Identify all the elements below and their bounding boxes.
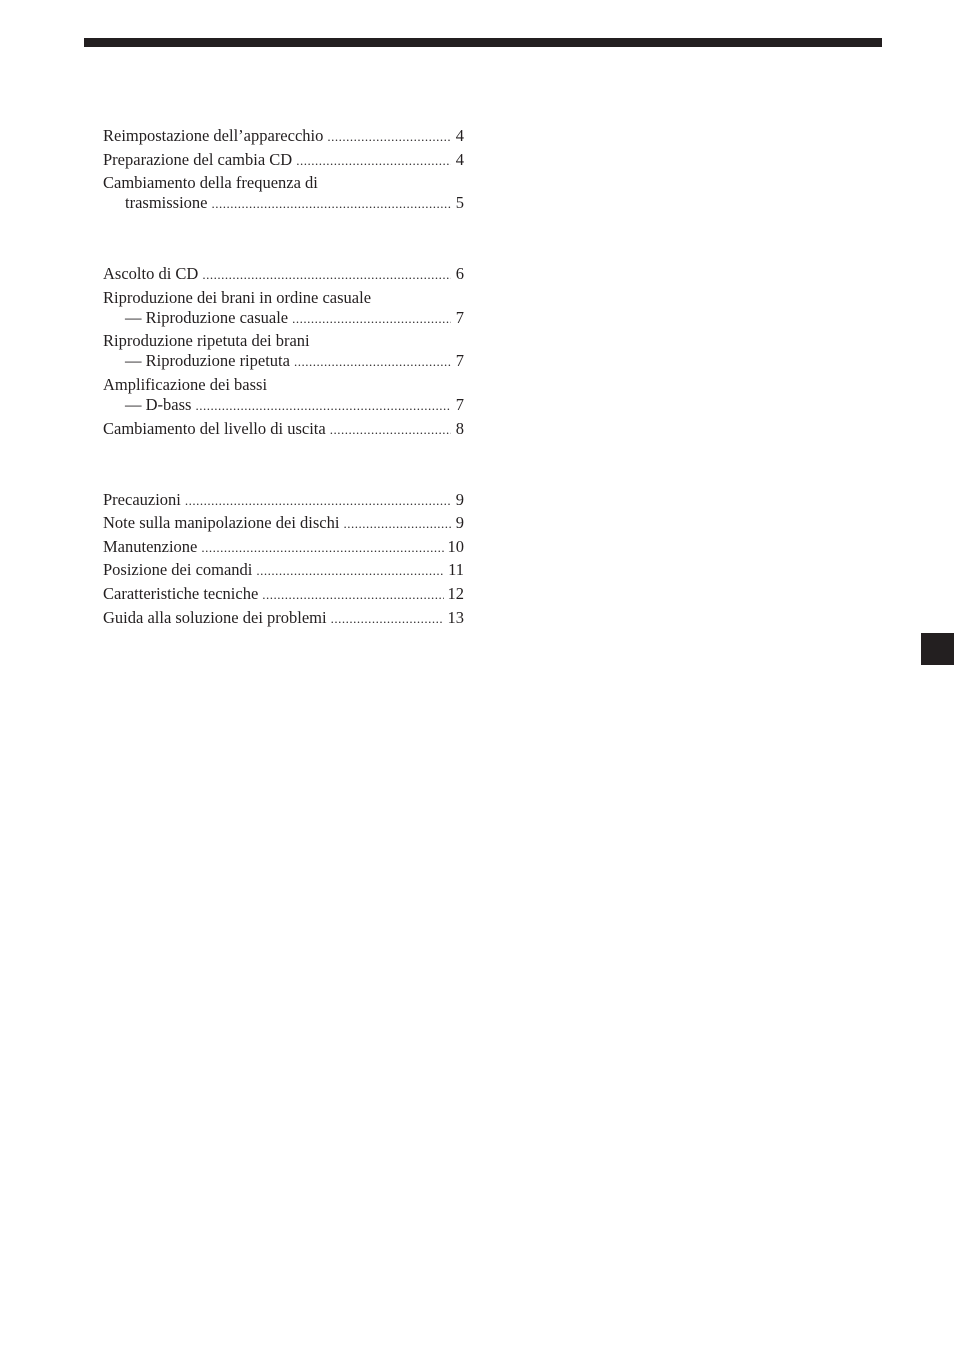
toc-entry-title: Riproduzione ripetuta dei brani <box>103 331 310 351</box>
dot-leader <box>330 420 451 440</box>
toc-entry[interactable] <box>103 608 464 628</box>
dot-leader <box>331 609 444 629</box>
toc-entry-title: Posizione dei comandi <box>103 560 253 580</box>
toc-section-setup <box>103 126 464 213</box>
toc-entry[interactable] <box>103 264 464 284</box>
toc-entry-title: Preparazione del cambia CD <box>103 149 293 169</box>
toc-entry-page: 5 <box>455 193 464 213</box>
dot-leader <box>202 265 451 285</box>
toc-entry-title: Riproduzione dei brani in ordine casuale <box>103 287 372 307</box>
dot-leader <box>296 151 451 171</box>
toc-entry-subtitle: — D-bass <box>125 394 192 414</box>
toc-entry-title: Reimpostazione dell’apparecchio <box>103 126 324 145</box>
dot-leader <box>294 352 451 372</box>
toc-entry[interactable] <box>103 288 464 328</box>
toc-entry[interactable] <box>103 150 464 170</box>
toc-entry-title: Precauzioni <box>103 489 181 509</box>
dot-leader <box>201 538 443 558</box>
toc-entry[interactable] <box>103 375 464 415</box>
toc-entry-page: 7 <box>455 394 464 414</box>
toc-entry-subtitle: — Riproduzione casuale <box>125 307 289 327</box>
toc-entry-title: Cambiamento della frequenza di <box>103 173 318 193</box>
toc-entry-page: 9 <box>455 489 464 509</box>
toc-entry-subtitle: — Riproduzione ripetuta <box>125 351 290 371</box>
toc-entry-title: Guida alla soluzione dei problemi <box>103 607 327 627</box>
table-of-contents <box>103 126 464 631</box>
dot-leader <box>343 514 451 534</box>
toc-entry-title: Caratteristiche tecniche <box>103 583 259 603</box>
dot-leader <box>292 309 451 329</box>
toc-entry[interactable] <box>103 560 464 580</box>
toc-entry-title: Ascolto di CD <box>103 264 199 284</box>
toc-entry-page: 13 <box>447 607 464 627</box>
toc-entry[interactable] <box>103 513 464 533</box>
toc-entry-title: Manutenzione <box>103 536 198 556</box>
language-edge-tab <box>921 633 954 665</box>
toc-section-additional-info <box>103 490 464 628</box>
toc-entry[interactable] <box>103 331 464 371</box>
toc-entry-page: 8 <box>455 418 464 438</box>
toc-entry-title: Cambiamento del livello di uscita <box>103 418 326 438</box>
toc-entry[interactable] <box>103 173 464 213</box>
dot-leader <box>212 194 452 214</box>
toc-section-operations <box>103 264 464 438</box>
toc-entry-page: 11 <box>448 560 464 580</box>
dot-leader <box>195 396 451 416</box>
toc-entry-page: 6 <box>455 264 464 284</box>
toc-entry-page: 10 <box>447 536 464 556</box>
dot-leader <box>262 585 443 605</box>
toc-entry-subtitle: trasmissione <box>125 193 208 213</box>
dot-leader <box>185 491 451 511</box>
toc-entry-title: Note sulla manipolazione dei dischi <box>103 513 340 533</box>
toc-entry[interactable] <box>103 419 464 439</box>
toc-entry[interactable] <box>103 490 464 510</box>
toc-entry[interactable] <box>103 126 464 146</box>
toc-entry-page: 4 <box>455 149 464 169</box>
toc-entry-page: 9 <box>455 513 464 533</box>
dot-leader <box>327 127 451 147</box>
toc-entry-page: 7 <box>455 307 464 327</box>
toc-entry[interactable] <box>103 537 464 557</box>
toc-entry-title: Amplificazione dei bassi <box>103 374 268 394</box>
toc-entry-page: 4 <box>455 126 464 145</box>
top-rule <box>84 38 882 47</box>
dot-leader <box>256 561 444 581</box>
toc-entry-page: 7 <box>455 351 464 371</box>
toc-entry[interactable] <box>103 584 464 604</box>
toc-entry-page: 12 <box>447 583 464 603</box>
